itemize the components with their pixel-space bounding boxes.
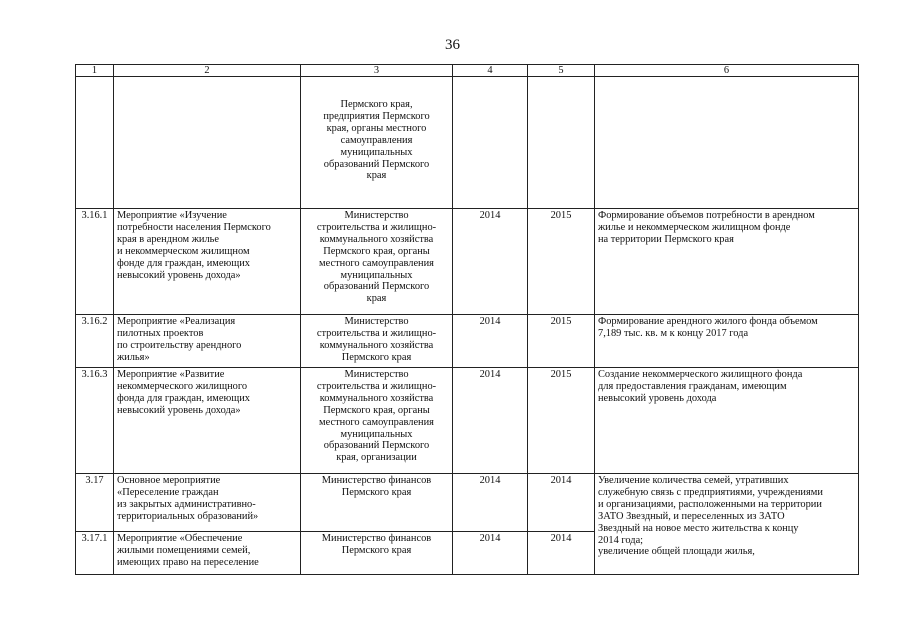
executor-cell: Пермского края, предприятия Пермского края, органы местного самоуправления муниципальных образований Пермского края (301, 77, 453, 209)
table-row (76, 474, 859, 532)
event-name-cell: Мероприятие «Реализация пилотных проектов по строительству арендного жилья» (114, 315, 301, 368)
end-year-cell (528, 77, 595, 209)
header-cell: 5 (528, 65, 595, 77)
event-name-cell: Мероприятие «Изучение потребности населения Пермского края в арендном жилье и некоммерческом жилищном фонде для граждан, имеющих невысокий уровень дохода» (114, 209, 301, 315)
table-row (76, 209, 859, 315)
end-year-cell: 2015 (528, 368, 595, 474)
event-name-cell: Мероприятие «Развитие некоммерческого жилищного фонда для граждан, имеющих невысокий уровень дохода» (114, 368, 301, 474)
expected-result-cell: Создание некоммерческого жилищного фонда для предоставления гражданам, имеющим невысокий уровень дохода (595, 368, 859, 474)
executor-cell: Министерство финансов Пермского края (301, 474, 453, 532)
expected-result-cell: Увеличение количества семей, утративших служебную связь с предприятиями, учреждениями и организациями, расположенными на территории ЗАТО Звездный, и переселенных из ЗАТО Звездный на новое место жительства к концу 2014 года; увеличение общей площади жилья, (595, 474, 859, 575)
end-year-cell: 2015 (528, 315, 595, 368)
header-cell: 3 (301, 65, 453, 77)
page-number: 36 (445, 37, 460, 53)
event-name-cell (114, 77, 301, 209)
start-year-cell: 2014 (453, 209, 528, 315)
header-cell: 2 (114, 65, 301, 77)
expected-result-cell: Формирование объемов потребности в арендном жилье и некоммерческом жилищном фонде на территории Пермского края (595, 209, 859, 315)
executor-cell: Министерство строительства и жилищно- коммунального хозяйства Пермского края (301, 315, 453, 368)
executor-cell: Министерство строительства и жилищно- коммунального хозяйства Пермского края, органы местного самоуправления муниципальных образований Пермского края (301, 209, 453, 315)
table-row (76, 77, 859, 209)
executor-cell: Министерство финансов Пермского края (301, 532, 453, 575)
end-year-cell: 2014 (528, 474, 595, 532)
header-cell: 1 (76, 65, 114, 77)
table-row (76, 315, 859, 368)
expected-result-cell (595, 77, 859, 209)
program-events-table (75, 64, 859, 575)
row-number-cell: 3.17.1 (76, 532, 114, 575)
start-year-cell: 2014 (453, 532, 528, 575)
row-number-cell: 3.16.2 (76, 315, 114, 368)
start-year-cell (453, 77, 528, 209)
start-year-cell: 2014 (453, 315, 528, 368)
table-row (76, 368, 859, 474)
row-number-cell: 3.17 (76, 474, 114, 532)
end-year-cell: 2015 (528, 209, 595, 315)
header-cell: 6 (595, 65, 859, 77)
row-number-cell: 3.16.1 (76, 209, 114, 315)
row-number-cell (76, 77, 114, 209)
event-name-cell: Мероприятие «Обеспечение жилыми помещениями семей, имеющих право на переселение (114, 532, 301, 575)
event-name-cell: Основное мероприятие «Переселение граждан из закрытых административно- территориальных образований» (114, 474, 301, 532)
table-header-row (76, 65, 859, 77)
header-cell: 4 (453, 65, 528, 77)
row-number-cell: 3.16.3 (76, 368, 114, 474)
end-year-cell: 2014 (528, 532, 595, 575)
executor-cell: Министерство строительства и жилищно- коммунального хозяйства Пермского края, органы местного самоуправления муниципальных образований Пермского края, организации (301, 368, 453, 474)
expected-result-cell: Формирование арендного жилого фонда объемом 7,189 тыс. кв. м к концу 2017 года (595, 315, 859, 368)
start-year-cell: 2014 (453, 368, 528, 474)
start-year-cell: 2014 (453, 474, 528, 532)
